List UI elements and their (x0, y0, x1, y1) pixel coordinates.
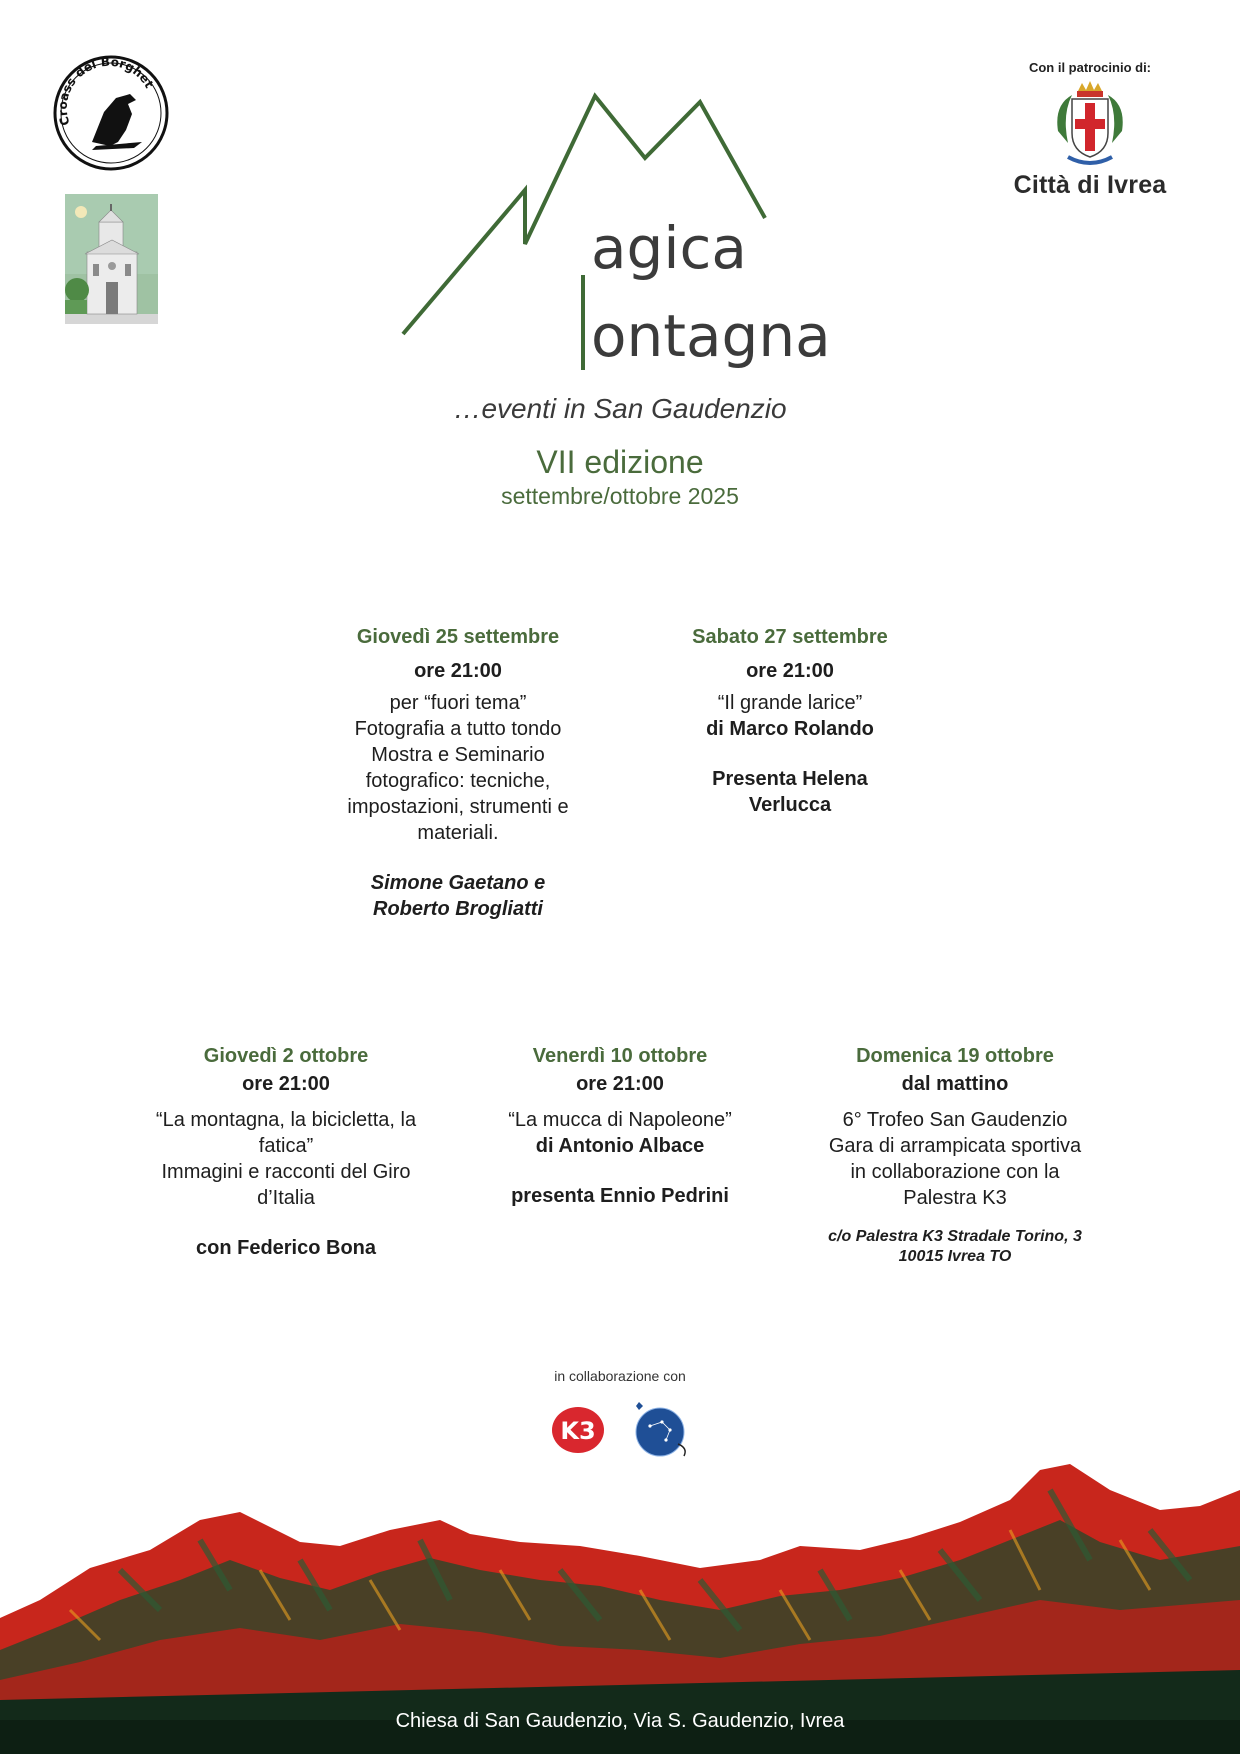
event-line: per “fuori tema” (389, 692, 527, 714)
event-day: Venerdì 10 ottobre (532, 1045, 708, 1067)
event-line: fotografico: tecniche, (365, 770, 551, 792)
event-line: in collaborazione con la (850, 1161, 1060, 1183)
event-author: di Antonio Albace (535, 1135, 705, 1157)
church-illustration (65, 194, 158, 324)
event-day: Domenica 19 ottobre (856, 1045, 1054, 1067)
event-line: Palestra K3 (903, 1187, 1007, 1209)
event-author: di Marco Rolando (706, 718, 874, 740)
city-name: Città di Ivrea (1013, 171, 1167, 199)
patronage-block (1000, 60, 1180, 200)
ivrea-crest-icon (1050, 81, 1130, 167)
edition: VII edizione (536, 444, 704, 480)
croass-del-borghet-logo (52, 54, 170, 172)
event-address: c/o Palestra K3 Stradale Torino, 3 (828, 1228, 1082, 1245)
event-address: 10015 Ivrea TO (898, 1248, 1012, 1265)
event-line: Immagini e racconti del Giro (161, 1161, 411, 1183)
event-presenter: presenta Ennio Pedrini (511, 1185, 729, 1207)
event-day: Giovedì 25 settembre (356, 626, 560, 648)
event-card (480, 1043, 760, 1209)
event-time: dal mattino (901, 1073, 1009, 1095)
event-line: “La montagna, la bicicletta, la (155, 1109, 417, 1131)
subtitle: …eventi in San Gaudenzio (453, 393, 787, 424)
edition-dates: settembre/ottobre 2025 (501, 483, 739, 509)
event-line: materiali. (417, 822, 499, 844)
event-line: fatica” (258, 1135, 314, 1157)
event-card (136, 1043, 436, 1261)
event-line: “La mucca di Napoleone” (508, 1109, 732, 1131)
mountain-landscape-illustration (0, 1450, 1240, 1754)
event-line: 6° Trofeo San Gaudenzio (842, 1109, 1068, 1131)
event-time: ore 21:00 (242, 1073, 330, 1095)
event-day: Sabato 27 settembre (692, 626, 888, 648)
event-line: Fotografia a tutto tondo (354, 718, 562, 740)
event-time: ore 21:00 (746, 660, 834, 682)
event-presenter: con Federico Bona (195, 1237, 377, 1259)
collaboration-label: in collaborazione con (554, 1368, 686, 1384)
event-line: “Il grande larice” (717, 692, 863, 714)
event-presenter: Presenta Helena (712, 768, 868, 790)
magica-montagna-title (395, 90, 835, 380)
event-speakers: Roberto Brogliatti (373, 898, 543, 920)
event-card (800, 1043, 1110, 1267)
event-presenter: Verlucca (748, 794, 832, 816)
event-day: Giovedì 2 ottobre (203, 1045, 369, 1067)
title-line2: ontagna (591, 302, 831, 370)
k3-partner-logo (550, 1405, 606, 1455)
event-line: Gara di arrampicata sportiva (828, 1135, 1082, 1157)
event-line: d’Italia (257, 1187, 315, 1209)
patronage-label: Con il patrocinio di: (1028, 60, 1152, 75)
event-speakers: Simone Gaetano e (370, 872, 546, 894)
event-time: ore 21:00 (576, 1073, 664, 1095)
svg-text:Croass del Borghet: Croass del Borghet (55, 54, 157, 128)
event-line: Mostra e Seminario (371, 744, 545, 766)
event-card (660, 624, 920, 818)
event-line: impostazioni, strumenti e (347, 796, 569, 818)
event-card (318, 624, 598, 922)
event-time: ore 21:00 (414, 660, 502, 682)
title-line1: agica (591, 214, 747, 282)
footer-address: Chiesa di San Gaudenzio, Via S. Gaudenzio, Ivrea (395, 1710, 845, 1732)
svg-text:K3: K3 (560, 1417, 596, 1445)
